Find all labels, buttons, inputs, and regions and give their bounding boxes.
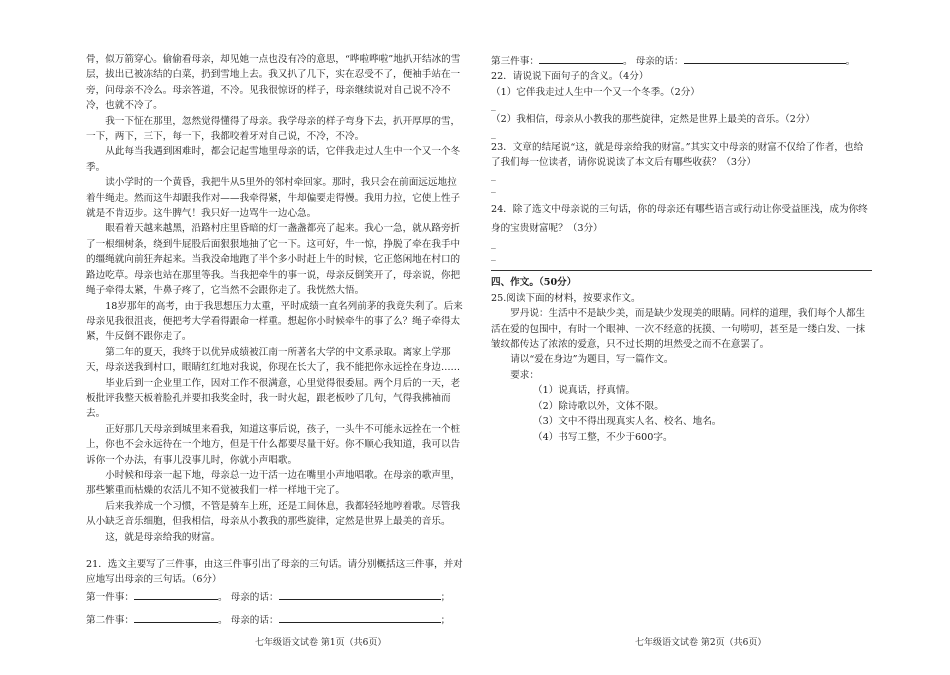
event-2-label: 第二件事：: [86, 615, 134, 627]
answer-line-marker[interactable]: _: [491, 250, 496, 262]
story-paragraph: 从此每当我遇到困难时，都会记起雪地里母亲的话，它伴我走过人生中一个又一个冬季。: [86, 146, 461, 173]
requirement-item: （2）除诗歌以外，文体不限。: [533, 400, 664, 412]
mother-words-2-blank[interactable]: [279, 611, 441, 623]
answer-line-marker[interactable]: _: [491, 238, 496, 250]
answer-line-marker[interactable]: _: [491, 182, 496, 194]
mother-words-label: 母亲的话：: [230, 615, 279, 627]
story-paragraph: 毕业后到一企业里工作，因对工作不很满意，心里觉得很委屈。两个月后的一天，老板批评我整天板着脸孔并要扣我奖金时，我一时火起，跟老板吵了几句，气得我拂袖而去。: [86, 377, 461, 420]
story-paragraph: 骨，似万箭穿心。偷偷看母亲，却见她一点也没有冷的意思，“哗啦哗啦”地扒开结冰的雪层，拔出已被冻结的白菜，扔到雪地上去。我又扒了几下，实在忍受不了，便袖手站在一旁，问母亲不冷么。母亲答道，不冷。见我很惊讶的样子，母亲继续说对自己说不冷不冷，也就不冷了。: [86, 54, 461, 112]
question-21: 21．选文主要写了三件事，由这三件事引出了母亲的三句话。请分别概括这三件事，并对应地写出母亲的三句话。（6分）: [86, 559, 463, 586]
page-footer-right: 七年级语文试卷 第2页（共6页）: [635, 638, 767, 648]
requirement-item: （1）说真话，抒真情。: [533, 385, 636, 397]
answer-row-event-3: 第三件事： 。 母亲的话： 。: [491, 52, 872, 69]
requirement-item: （4）书写工整，不少于600字。: [533, 431, 673, 443]
composition-material: 罗丹说：生活中不是缺少美，而是缺少发现美的眼睛。同样的道理，我们每个人都生活在爱的包围中，有时一个眼神、一次不经意的抚摸、一句唠叨，甚至是一缕白发、一抹皱纹都传达了浓浓的爱意，只不过长期的坦然受之而不在意罢了。: [491, 308, 866, 351]
answer-line-marker[interactable]: _: [491, 127, 496, 139]
question-24: 24．除了选文中母亲说的三句话，你的母亲还有哪些语言或行动让你受益匪浅，成为你终身的宝贵财富呢？（3分）: [491, 204, 868, 235]
mother-words-label: 母亲的话：: [230, 591, 279, 603]
exam-page-right: [491, 52, 872, 445]
answer-line-marker[interactable]: _: [491, 100, 496, 112]
story-paragraph: 小时候和母亲一起下地，母亲总一边干活一边在嘴里小声地唱歌。在母亲的歌声里，那些繁重而枯燥的农活儿不知不觉被我们一样一样地干完了。: [86, 469, 461, 497]
question-22: 22．请说说下面句子的含义。（4分）: [491, 71, 649, 83]
mother-words-label: 母亲的话：: [635, 56, 684, 67]
story-paragraph: 这，就是母亲给我的财富。: [105, 531, 221, 543]
answer-line-marker[interactable]: _: [491, 170, 496, 182]
composition-prompt: 请以“爱在身边”为题目，写一篇作文。: [510, 354, 674, 366]
event-3-label: 第三件事：: [491, 56, 539, 67]
story-paragraph: 读小学时的一个黄昏，我把牛从5里外的邻村牵回家。那时，我只会在前面远远地拉着牛绳走。然而这牛却跟我作对——我牵得紧，牛却偏要走得慢。我用力拉，它使上性子就是不肯迈步。这牛脾气！我只好一边骂牛一边心急。: [86, 177, 461, 220]
story-paragraph: 第二年的夏天，我终于以优异成绩被江南一所著名大学的中文系录取。离家上学那天，母亲送我到村口，眼睛红红地对我说，你现在长大了，我不能把你永远拴在身边……: [86, 346, 461, 374]
requirements-list: [491, 383, 872, 445]
page-footer-left: 七年级语文试卷 第1页（共6页）: [255, 638, 387, 648]
story-paragraph: 后来我养成一个习惯，不管是骑车上班，还是工间休息，我都轻轻地哼着歌。尽管我从小缺乏音乐细胞，但我相信，母亲从小教我的那些旋律，定然是世界上最美的音乐。: [86, 500, 461, 528]
event-2-answer-blank[interactable]: [134, 611, 218, 623]
story-paragraph: 正好那几天母亲到城里来看我，知道这事后说，孩子，一头牛不可能永远拴在一个桩上，你也不会永远待在一个地方，但是干什么都要尽量干好。你不顺心我知道，我可以告诉你一个办法，有事儿没事儿时，你就小声唱歌。: [86, 423, 461, 466]
story-paragraph: 我一下怔在那里，忽然觉得懂得了母亲。我学母亲的样子弯身下去，扒开厚厚的雪，一下，两下，三下，每一下，我都咬着牙对自己说，不冷，不冷。: [86, 115, 461, 143]
mother-words-1-blank[interactable]: [279, 588, 441, 600]
event-1-answer-blank[interactable]: [134, 588, 218, 600]
story-paragraph: 眼看着天越来越黑，沿路村庄里昏暗的灯一盏盏都亮了起来。我心一急，就从路旁折了一根细树条，绕到牛屁股后面狠狠地抽了它一下。这可好，牛一惊，挣脱了牵在我手中的缰绳就向前狂奔起来。当我没命地跑了半个多小时赶上牛的时候，它正悠闲地在村口的路边吃草。母亲也站在那里等我。当我把牵牛的事一说，母亲反倒笑开了，母亲说，你把绳子牵得太紧，牛鼻子疼了，它当然不会跟你走了。我恍然大悟。: [86, 223, 461, 297]
requirements-label: 要求：: [510, 369, 539, 381]
mother-words-3-blank[interactable]: [684, 52, 846, 64]
answer-row-event-1: 第一件事： 。 母亲的话： ；: [86, 588, 464, 605]
event-1-label: 第一件事：: [86, 591, 134, 603]
story-paragraph: 18岁那年的高考，由于我思想压力太重，平时成绩一直名列前茅的我竟失利了。后来母亲见我很沮丧，便把考大学看得跟命一样重。想起你小时候牵牛的事了么？绳子牵得太紧，牛反倒不跟你走了。: [86, 300, 463, 343]
question-22-1: （1）它伴我走过人生中一个又一个冬季。（2分）: [491, 86, 700, 98]
section-title-composition: 四、作文。（50分）: [491, 270, 872, 290]
event-3-answer-blank[interactable]: [539, 52, 623, 64]
exam-page-left: [86, 52, 464, 629]
requirement-item: （3）文中不得出现真实人名、校名、地名。: [533, 416, 722, 428]
question-25: 25.阅读下面的材料，按要求作文。: [491, 292, 641, 304]
question-22-2: （2）我相信，母亲从小教我的那些旋律，定然是世界上最美的音乐。（2分）: [491, 114, 816, 126]
question-23: 23．文章的结尾说“这，就是母亲给我的财富。”其实文中母亲的财富不仅给了作者，也给了我们每一位读者，请你说说读了本文后有哪些收获？（3分）: [491, 141, 864, 169]
answer-row-event-2: 第二件事： 。 母亲的话： ；: [86, 611, 464, 628]
